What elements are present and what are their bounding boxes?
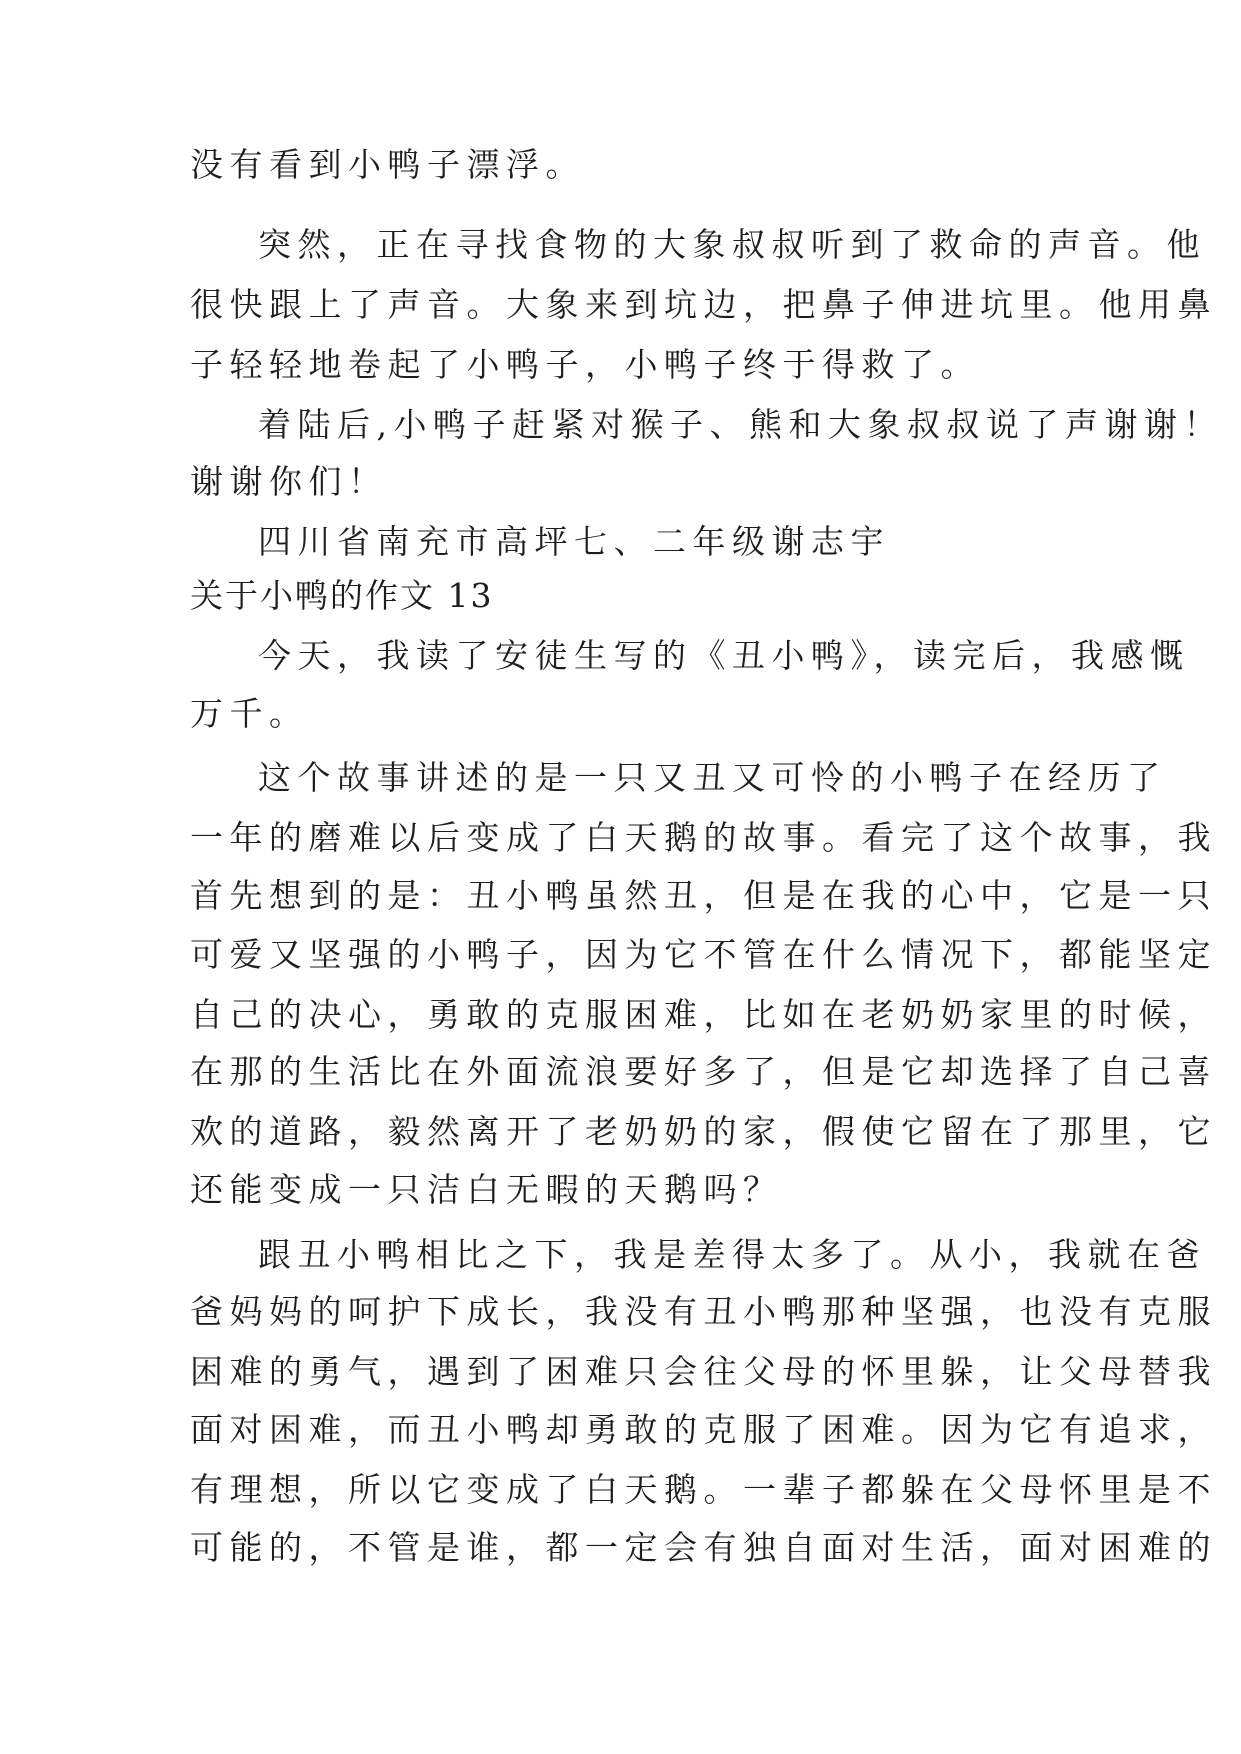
text-line: 子轻轻地卷起了小鸭子，小鸭子终于得救了。 <box>190 345 980 384</box>
text-line: 没有看到小鸭子漂浮。 <box>190 145 585 184</box>
text-line: 困难的勇气，遇到了困难只会往父母的怀里躲，让父母替我 <box>190 1352 1217 1391</box>
text-line: 一年的磨难以后变成了白天鹅的故事。看完了这个故事，我 <box>190 818 1217 857</box>
text-line: 可爱又坚强的小鸭子，因为它不管在什么情况下，都能坚定 <box>190 935 1217 974</box>
text-line: 突然，正在寻找食物的大象叔叔听到了救命的声音。他 <box>258 225 1206 264</box>
section-heading: 关于小鸭的作文 13 <box>190 576 494 615</box>
text-line: 跟丑小鸭相比之下，我是差得太多了。从小，我就在爸 <box>258 1235 1206 1274</box>
text-line: 面对困难，而丑小鸭却勇敢的克服了困难。因为它有追求， <box>190 1410 1217 1449</box>
text-line: 着陆后,小鸭子赶紧对猴子、熊和大象叔叔说了声谢谢！ <box>258 405 1223 444</box>
text-line: 爸妈妈的呵护下成长，我没有丑小鸭那种坚强，也没有克服 <box>190 1292 1217 1331</box>
text-line: 很快跟上了声音。大象来到坑边，把鼻子伸进坑里。他用鼻 <box>190 285 1217 324</box>
text-line: 首先想到的是：丑小鸭虽然丑，但是在我的心中，它是一只 <box>190 876 1217 915</box>
text-line: 有理想，所以它变成了白天鹅。一辈子都躲在父母怀里是不 <box>190 1470 1217 1509</box>
text-line: 自己的决心，勇敢的克服困难，比如在老奶奶家里的时候， <box>190 995 1217 1034</box>
text-line: 还能变成一只洁白无暇的天鹅吗？ <box>190 1170 783 1209</box>
text-line: 今天，我读了安徒生写的《丑小鸭》，读完后，我感慨 <box>258 636 1190 675</box>
text-line: 这个故事讲述的是一只又丑又可怜的小鸭子在经历了 <box>258 758 1167 797</box>
text-line: 四川省南充市高坪七、二年级谢志宇 <box>258 522 890 561</box>
text-line: 谢谢你们！ <box>190 462 388 501</box>
text-line: 万千。 <box>190 694 309 733</box>
text-line: 欢的道路，毅然离开了老奶奶的家，假使它留在了那里，它 <box>190 1112 1217 1151</box>
text-line: 在那的生活比在外面流浪要好多了，但是它却选择了自己喜 <box>190 1052 1217 1091</box>
text-line: 可能的，不管是谁，都一定会有独自面对生活，面对困难的 <box>190 1528 1217 1567</box>
